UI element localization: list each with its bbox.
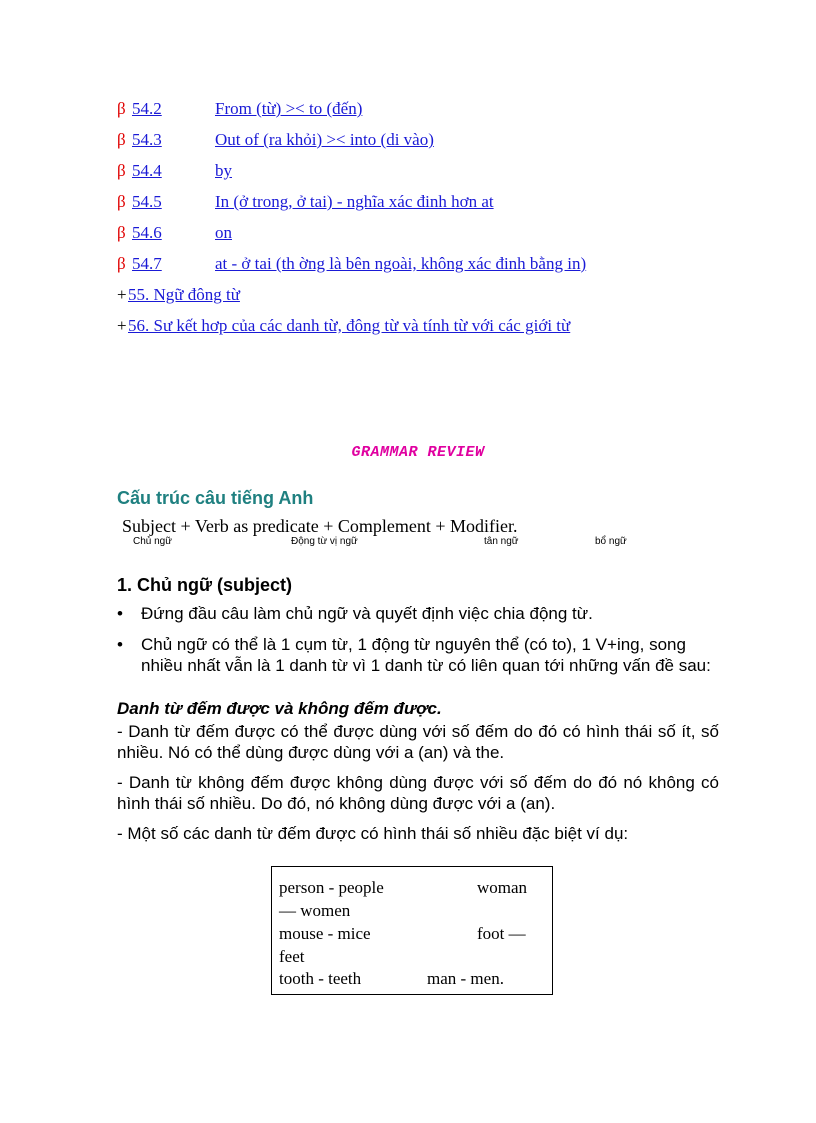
bullet-item bbox=[117, 603, 723, 624]
beta-bullet: β bbox=[117, 223, 126, 242]
sentence-structure-formula: Subject + Verb as predicate + Complement + Modifier. bbox=[122, 516, 518, 536]
toc-item-number[interactable]: 54.4 bbox=[132, 161, 162, 180]
bullet-dot: • bbox=[117, 604, 123, 623]
paragraph: - Một số các danh từ đếm được có hình thái số nhiều đặc biệt ví dụ: bbox=[117, 824, 629, 843]
structure-note: Chủ ngữ bbox=[133, 536, 172, 547]
toc-item-number[interactable]: 54.7 bbox=[132, 254, 162, 273]
examples-box bbox=[271, 866, 553, 995]
grammar-review-heading: GRAMMAR REVIEW bbox=[351, 444, 485, 461]
example-mouse: mouse - mice bbox=[279, 924, 371, 943]
section-title: Cấu trúc câu tiếng Anh bbox=[117, 488, 314, 508]
subheading-countable: Danh từ đếm được và không đếm được. bbox=[117, 699, 442, 718]
toc-item-link[interactable]: From (từ) >< to (đến) bbox=[215, 99, 363, 118]
beta-bullet: β bbox=[117, 254, 126, 273]
bullet-text: Chủ ngữ có thể là 1 cụm từ, 1 động từ nguyên thể (có to), 1 V+ing, song nhiều nhất vẫn là 1 danh từ vì 1 danh từ có liên quan tới những vấn đề sau: bbox=[141, 635, 711, 675]
paragraph: - Danh từ không đếm được không dùng được với số đếm do đó nó không có hình thái số nhiều. Do đó, nó không dùng được với a (an). bbox=[117, 773, 719, 813]
toc-item-number[interactable]: 54.3 bbox=[132, 130, 162, 149]
toc-item-link[interactable]: at - ở tai (th ờng là bên ngoài, không xác đinh bằng in) bbox=[215, 254, 587, 273]
plus-bullet: + bbox=[117, 316, 127, 335]
structure-note: Động từ vị ngữ bbox=[291, 536, 358, 547]
bullet-item bbox=[117, 634, 723, 676]
structure-note: bổ ngữ bbox=[595, 536, 627, 547]
example-foot: foot — bbox=[477, 924, 526, 943]
bullet-text: Đứng đầu câu làm chủ ngữ và quyết định việc chia động từ. bbox=[141, 604, 593, 623]
example-tooth: tooth - teeth bbox=[279, 969, 362, 988]
beta-bullet: β bbox=[117, 99, 126, 118]
toc-item-link[interactable]: by bbox=[215, 161, 232, 180]
toc-item-number[interactable]: 54.2 bbox=[132, 99, 162, 118]
bullet-dot: • bbox=[117, 635, 123, 654]
paragraph: - Danh từ đếm được có thể được dùng với số đếm do đó có hình thái số ít, số nhiều. Nó có thể dùng được dùng với a (an) và the. bbox=[117, 722, 719, 762]
beta-bullet: β bbox=[117, 161, 126, 180]
example-person: person - people bbox=[279, 878, 384, 897]
example-man: man - men. bbox=[427, 969, 504, 988]
example-woman: woman bbox=[477, 878, 528, 897]
toc-section-link[interactable]: 56. Sư kết hơp của các danh từ, đông từ và tính từ với các giới từ bbox=[128, 316, 571, 335]
plus-bullet: + bbox=[117, 285, 127, 304]
example-women: — women bbox=[279, 901, 351, 920]
toc-item-number[interactable]: 54.6 bbox=[132, 223, 162, 242]
toc-item-link[interactable]: In (ở trong, ở tai) - nghĩa xác đinh hơn at bbox=[215, 192, 494, 211]
toc-item-link[interactable]: Out of (ra khỏi) >< into (di vào) bbox=[215, 130, 434, 149]
toc-section-link[interactable]: 55. Ngữ đông từ bbox=[128, 285, 240, 304]
example-feet: feet bbox=[279, 947, 305, 966]
heading-subject: 1. Chủ ngữ (subject) bbox=[117, 575, 293, 595]
toc-item-link[interactable]: on bbox=[215, 223, 232, 242]
beta-bullet: β bbox=[117, 192, 126, 211]
toc-item-number[interactable]: 54.5 bbox=[132, 192, 162, 211]
structure-note: tân ngữ bbox=[484, 536, 519, 547]
beta-bullet: β bbox=[117, 130, 126, 149]
